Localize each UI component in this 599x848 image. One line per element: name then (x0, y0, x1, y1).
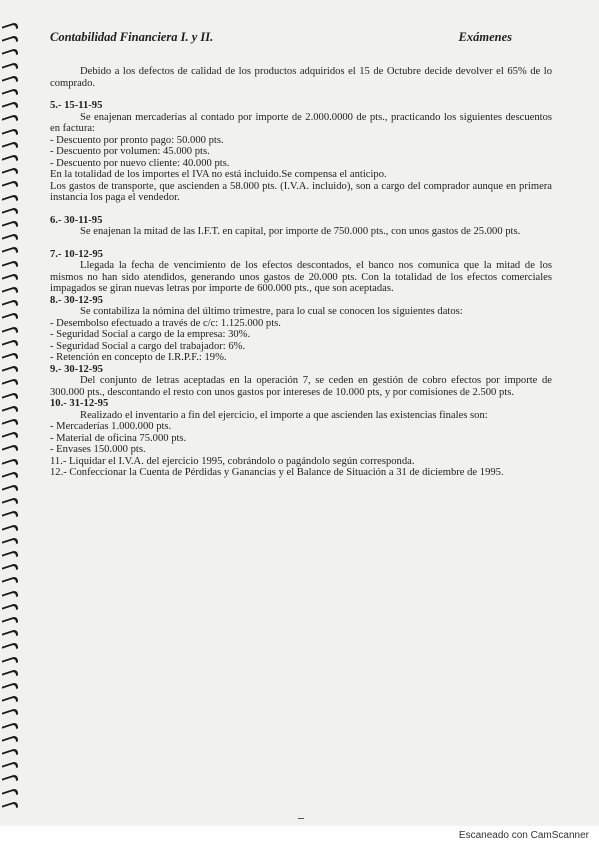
binding-ring (2, 338, 18, 350)
section-8-heading: 8.- 30-12-95 (50, 294, 103, 306)
binding-ring (2, 787, 18, 799)
section-8-item: - Retención en concepto de I.R.P.F.: 19%. (50, 352, 227, 363)
binding-ring (2, 774, 18, 786)
binding-ring (2, 431, 18, 443)
binding-ring (2, 114, 18, 126)
binding-ring (2, 681, 18, 693)
binding-ring (2, 708, 18, 720)
binding-ring (2, 576, 18, 588)
binding-ring (2, 35, 18, 47)
binding-ring (2, 312, 18, 324)
binding-ring (2, 668, 18, 680)
binding-ring (2, 206, 18, 218)
binding-ring (2, 193, 18, 205)
section-9-heading: 9.- 30-12-95 (50, 363, 103, 375)
binding-ring (2, 457, 18, 469)
binding-ring (2, 325, 18, 337)
binding-ring (2, 101, 18, 113)
binding-ring (2, 747, 18, 759)
binding-ring (2, 483, 18, 495)
binding-ring (2, 351, 18, 363)
binding-ring (2, 272, 18, 284)
section-5-note: Los gastos de transporte, que ascienden a 58.000 pts. (I.V.A. incluido), son a cargo del comprador aunque en primera instancia los paga el vendedor. (50, 180, 552, 203)
binding-ring (2, 285, 18, 297)
section-title: Exámenes (458, 30, 512, 44)
section-5-item: - Descuento por nuevo cliente: 40.000 pts. (50, 157, 230, 169)
section-7-text: Llegada la fecha de vencimiento de los efectos descontados, el banco nos comunica que la mitad de los mismos no han sido atendidos, generando unos gastos de 20.000 pts. Con la totalidad de los efectos comerciales impagados se giran nuevas letras por importe de 600.000 pts., que son aceptadas. (50, 260, 552, 294)
section-10-item: - Mercaderías 1.000.000 pts. (50, 421, 172, 432)
section-8-item: - Seguridad Social a cargo del trabajador: 6%. (50, 340, 246, 352)
section-10-heading: 10.- 31-12-95 (50, 398, 109, 409)
section-11-text: 11.- Liquidar el I.V.A. del ejercicio 1995, cobrándolo o pagándolo según corresponda. (50, 455, 415, 467)
binding-ring (2, 167, 18, 179)
section-10-item: - Envases 150.000 pts. (50, 444, 146, 455)
binding-ring (2, 761, 18, 773)
binding-ring (2, 259, 18, 271)
section-10-text: Realizado el inventario a fin del ejercicio, el importe a que ascienden las existencias finales son: (80, 409, 488, 421)
binding-ring (2, 61, 18, 73)
binding-ring (2, 365, 18, 377)
section-5-item: - Descuento por pronto pago: 50.000 pts. (50, 134, 224, 146)
binding-ring (2, 87, 18, 99)
binding-ring (2, 299, 18, 311)
binding-ring (2, 444, 18, 456)
section-8-item: - Desembolso efectuado a través de c/c: 1.125.000 pts. (50, 317, 281, 329)
section-6-heading: 6.- 30-11-95 (50, 214, 103, 226)
binding-ring (2, 21, 18, 33)
section-10-item: - Material de oficina 75.000 pts. (50, 432, 187, 444)
binding-ring (2, 523, 18, 535)
page-header (50, 30, 512, 50)
section-8-item: - Seguridad Social a cargo de la empresa: 30%. (50, 329, 251, 340)
binding-ring (2, 549, 18, 561)
binding-ring (2, 510, 18, 522)
binding-ring (2, 615, 18, 627)
binding-ring (2, 140, 18, 152)
intro-paragraph: Debido a los defectos de calidad de los productos adquiridos el 15 de Octubre decide devolver el 65% de lo comprado. (50, 66, 552, 89)
spiral-binding (2, 24, 20, 814)
scanner-footer (0, 826, 599, 848)
binding-ring (2, 417, 18, 429)
section-5-text: Se enajenan mercaderías al contado por importe de 2.000.0000 de pts., practicando los siguientes descuentos en factura: (50, 111, 552, 134)
binding-ring (2, 602, 18, 614)
binding-ring (2, 391, 18, 403)
binding-ring (2, 497, 18, 509)
exam-body (50, 66, 552, 479)
binding-ring (2, 404, 18, 416)
binding-ring (2, 655, 18, 667)
section-5-note: En la totalidad de los importes el IVA no está incluido.Se compensa el anticipo. (50, 169, 387, 180)
binding-ring (2, 219, 18, 231)
binding-ring (2, 153, 18, 165)
binding-ring (2, 642, 18, 654)
section-5-heading: 5.- 15-11-95 (50, 100, 103, 111)
scanner-watermark: Escaneado con CamScanner (458, 830, 589, 841)
binding-ring (2, 800, 18, 812)
course-title: Contabilidad Financiera I. y II. (50, 30, 214, 44)
section-6-text: Se enajenan la mitad de las I.F.T. en capital, por importe de 750.000 pts., con unos gastos de 25.000 pts. (80, 226, 521, 237)
section-9-text: Del conjunto de letras aceptadas en la operación 7, se ceden en gestión de cobro efectos por importe de 300.000 pts., descontando el resto con unos gastos por intereses de 10.000 pts, y por comisiones de 2.500 pts. (50, 375, 552, 398)
binding-ring (2, 721, 18, 733)
binding-ring (2, 127, 18, 139)
binding-ring (2, 695, 18, 707)
binding-ring (2, 629, 18, 641)
binding-ring (2, 74, 18, 86)
binding-ring (2, 180, 18, 192)
section-8-text: Se contabiliza la nómina del último trimestre, para lo cual se conocen los siguientes datos: (80, 306, 463, 317)
binding-ring (2, 589, 18, 601)
section-5-item: - Descuento por volumen: 45.000 pts. (50, 146, 210, 157)
binding-ring (2, 536, 18, 548)
binding-ring (2, 233, 18, 245)
binding-ring (2, 563, 18, 575)
section-12-text: 12.- Confeccionar la Cuenta de Pérdidas y Ganancias y el Balance de Situación a 31 de diciembre de 1995. (50, 467, 504, 478)
binding-ring (2, 246, 18, 258)
page-marker (298, 818, 304, 819)
binding-ring (2, 734, 18, 746)
binding-ring (2, 48, 18, 60)
section-7-heading: 7.- 10-12-95 (50, 248, 103, 260)
binding-ring (2, 378, 18, 390)
binding-ring (2, 470, 18, 482)
